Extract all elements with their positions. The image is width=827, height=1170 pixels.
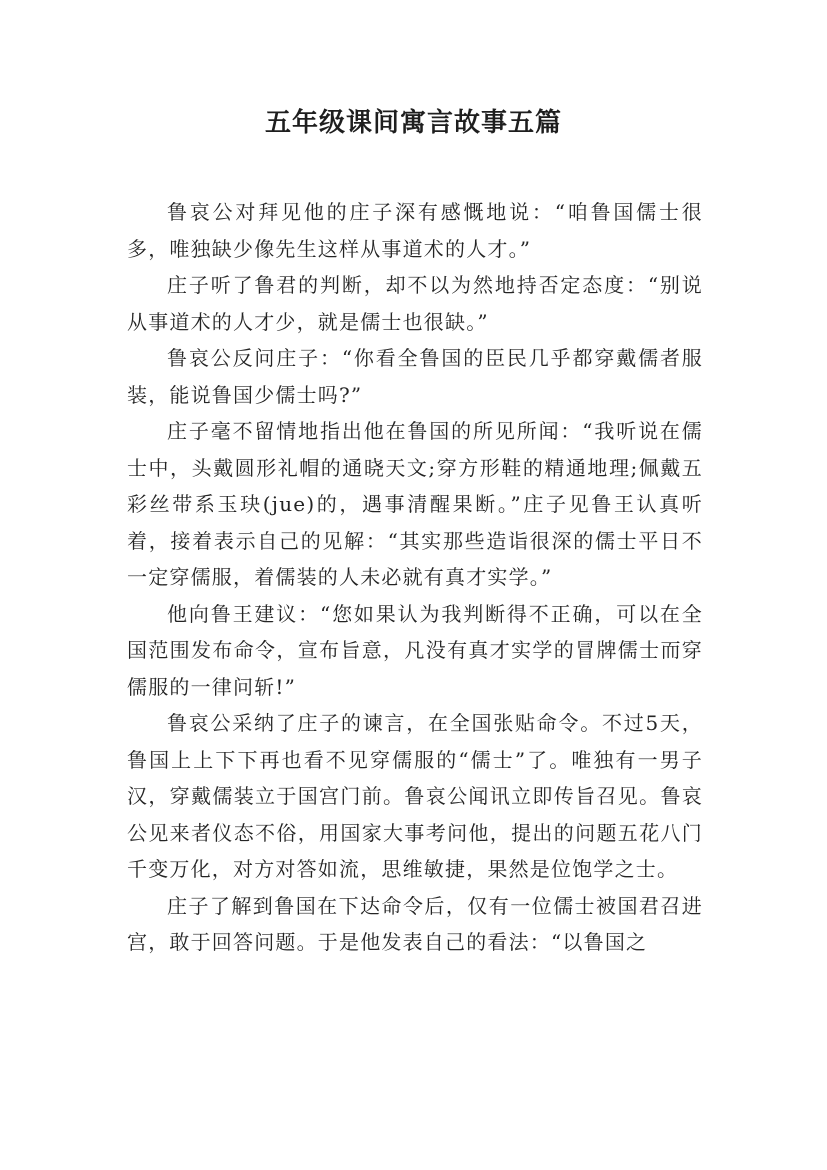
document-body: [127, 194, 703, 961]
paragraph-7: 庄子了解到鲁国在下达命令后，仅有一位儒士被国君召进宫，敢于回答问题。于是他发表自己的看法：“以鲁国之: [127, 893, 703, 954]
paragraph-6: 鲁哀公采纳了庄子的谏言，在全国张贴命令。不过5天，鲁国上上下下再也看不见穿儒服的“儒士”了。唯独有一男子汉，穿戴儒装立于国宫门前。鲁哀公闻讯立即传旨召见。鲁哀公见来者仪态不俗，用国家大事考问他，提出的问题五花八门千变万化，对方对答如流，思维敏捷，果然是位饱学之士。: [127, 711, 703, 881]
paragraph-3: 鲁哀公反问庄子：“你看全鲁国的臣民几乎都穿戴儒者服装，能说鲁国少儒士吗?”: [127, 346, 703, 407]
paragraph-5: 他向鲁王建议：“您如果认为我判断得不正确，可以在全国范围发布命令，宣布旨意，凡没有真才实学的冒牌儒士而穿儒服的一律问斩!”: [127, 601, 703, 699]
paragraph-1: 鲁哀公对拜见他的庄子深有感慨地说：“咱鲁国儒士很多，唯独缺少像先生这样从事道术的人才。”: [127, 200, 703, 261]
paragraph-4: 庄子毫不留情地指出他在鲁国的所见所闻：“我听说在儒士中，头戴圆形礼帽的通晓天文;穿方形鞋的精通地理;佩戴五彩丝带系玉玦(jue)的，遇事清醒果断。”庄子见鲁王认真听着，接着表示自己的见解：“其实那些造诣很深的儒士平日不一定穿儒服，着儒装的人未必就有真才实学。”: [127, 419, 703, 589]
paragraph-2: 庄子听了鲁君的判断，却不以为然地持否定态度：“别说从事道术的人才少，就是儒士也很缺。”: [127, 273, 703, 334]
document-title: 五年级课间寓言故事五篇: [264, 108, 562, 138]
